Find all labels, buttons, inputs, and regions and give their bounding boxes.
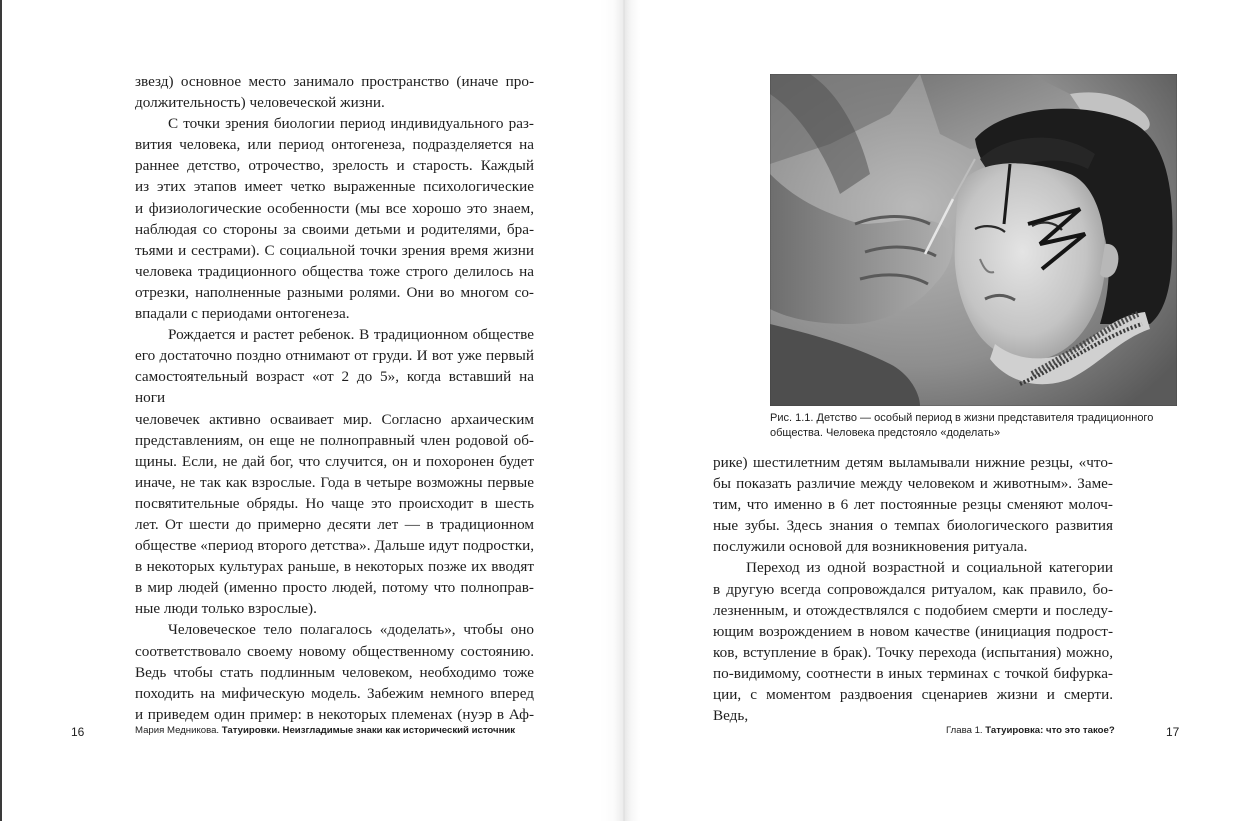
text-line: тьями и сестрами). С социальной точки зрения время жизни [135, 241, 534, 259]
running-chapter-title: Татуировка: что это такое? [985, 725, 1115, 736]
text-line: тим, что именно в 6 лет постоянные резцы сменяют молоч- [713, 496, 1113, 514]
text-line: в мир людей (именно просто людей, потому что полноправ- [135, 579, 534, 597]
text-line: бы показать различие между человеком и животным». Заме- [713, 475, 1113, 493]
text-line: и физиологические особенности (мы все хорошо это знаем, [135, 199, 534, 217]
text-line: ющим возрождением в новом качестве (инициация подрост- [713, 622, 1113, 640]
text-line: иначе, не так как взрослые. Года в четыре возможны первые [135, 473, 534, 491]
text-line: впадали с периодами онтогенеза. [135, 305, 350, 323]
text-line: из этих этапов имеет четко выраженные психологические [135, 178, 534, 196]
running-author: Мария Медникова. [135, 725, 222, 736]
text-line: послужили основой для возникновения ритуала. [713, 538, 1028, 556]
text-line: по-видимому, соотнести в иных терминах с точкой бифурка- [713, 664, 1113, 682]
figure-photo-child-face-painting [770, 74, 1177, 406]
text-line: рике) шестилетним детям выламывали нижние резцы, «что- [713, 454, 1113, 471]
text-line: человека традиционного общества тоже строго делилось на [135, 262, 534, 280]
running-chapter: Глава 1. [946, 725, 986, 736]
right-page-body-text [713, 452, 1113, 726]
left-page-edge [0, 0, 2, 821]
text-line: Человеческое тело полагалось «доделать», чтобы оно [168, 621, 534, 639]
text-line: должительность) человеческой жизни. [135, 94, 385, 112]
text-line: посвятительные обряды. Но чаще это происходит в шесть [135, 494, 534, 512]
left-running-footer [135, 725, 515, 736]
text-line: и приведем один пример: в некоторых племенах (нуэр в Аф- [135, 705, 534, 723]
text-line: ков, вступление в брак). Точку перехода (испытания) можно, [713, 643, 1113, 661]
text-line: отрезки, наполненные разными ролями. Они во многом со- [135, 283, 534, 301]
text-line: лезненным, и отождествлялся с подобием смерти и последу- [713, 601, 1113, 619]
text-line: в некоторых культурах раньше, в некоторых позже их вводят [135, 558, 534, 576]
text-line: в другую всегда сопровождался ритуалом, как правило, бо- [713, 580, 1113, 598]
text-line: наблюдая со стороны за своими детьми и родителями, бра- [135, 220, 534, 238]
text-line: лет. От шести до примерно десяти лет — в традиционном [135, 515, 534, 533]
book-gutter [600, 0, 640, 821]
text-line: представлениям, он еще не полноправный член родовой об- [135, 431, 534, 449]
text-line: щины. Если, не дай бог, что случится, он и похоронен будет [135, 452, 534, 470]
text-line: раннее детство, отрочество, зрелость и старость. Каждый [135, 157, 534, 175]
text-line: обществе «период второго детства». Дальше идут подростки, [135, 537, 534, 555]
text-line: вития человека, или период онтогенеза, подразделяется на [135, 136, 534, 154]
text-line: человечек активно осваивает мир. Согласно архаическим [135, 410, 534, 428]
right-page-number: 17 [1166, 725, 1180, 739]
text-line: ные люди только взрослые). [135, 600, 317, 618]
text-line: Рождается и растет ребенок. В традиционном обществе [168, 326, 534, 344]
text-line: ции, с моментом раздвоения сценариев жизни и смерти. Ведь, [713, 686, 1113, 725]
text-line: Переход из одной возрастной и социальной категории [746, 559, 1113, 577]
figure-caption: Рис. 1.1. Детство — особый период в жизни представителя традиционного общества. Человека предстояло «доделать» [770, 412, 1154, 439]
running-book-title: Татуировки. Неизгладимые знаки как исторический источник [221, 725, 516, 736]
text-line: Ведь чтобы стать подлинным человеком, необходимо тоже [135, 663, 534, 681]
text-line: его достаточно поздно отнимают от груди. И вот уже первый [135, 347, 534, 365]
text-line: соответствовало своему новому общественному состоянию. [135, 642, 534, 660]
text-line: походить на мифическую модель. Забежим немного вперед [135, 684, 534, 702]
left-page-body-text [135, 71, 534, 725]
text-line: звезд) основное место занимало пространство (иначе про- [135, 73, 534, 90]
text-line: С точки зрения биологии период индивидуального раз- [168, 115, 534, 133]
left-page-number: 16 [71, 725, 85, 739]
text-line: ные зубы. Здесь знания о темпах биологического развития [713, 517, 1113, 535]
text-line: самостоятельный возраст «от 2 до 5», когда вставший на ноги [135, 368, 534, 407]
right-running-footer [946, 725, 1115, 736]
